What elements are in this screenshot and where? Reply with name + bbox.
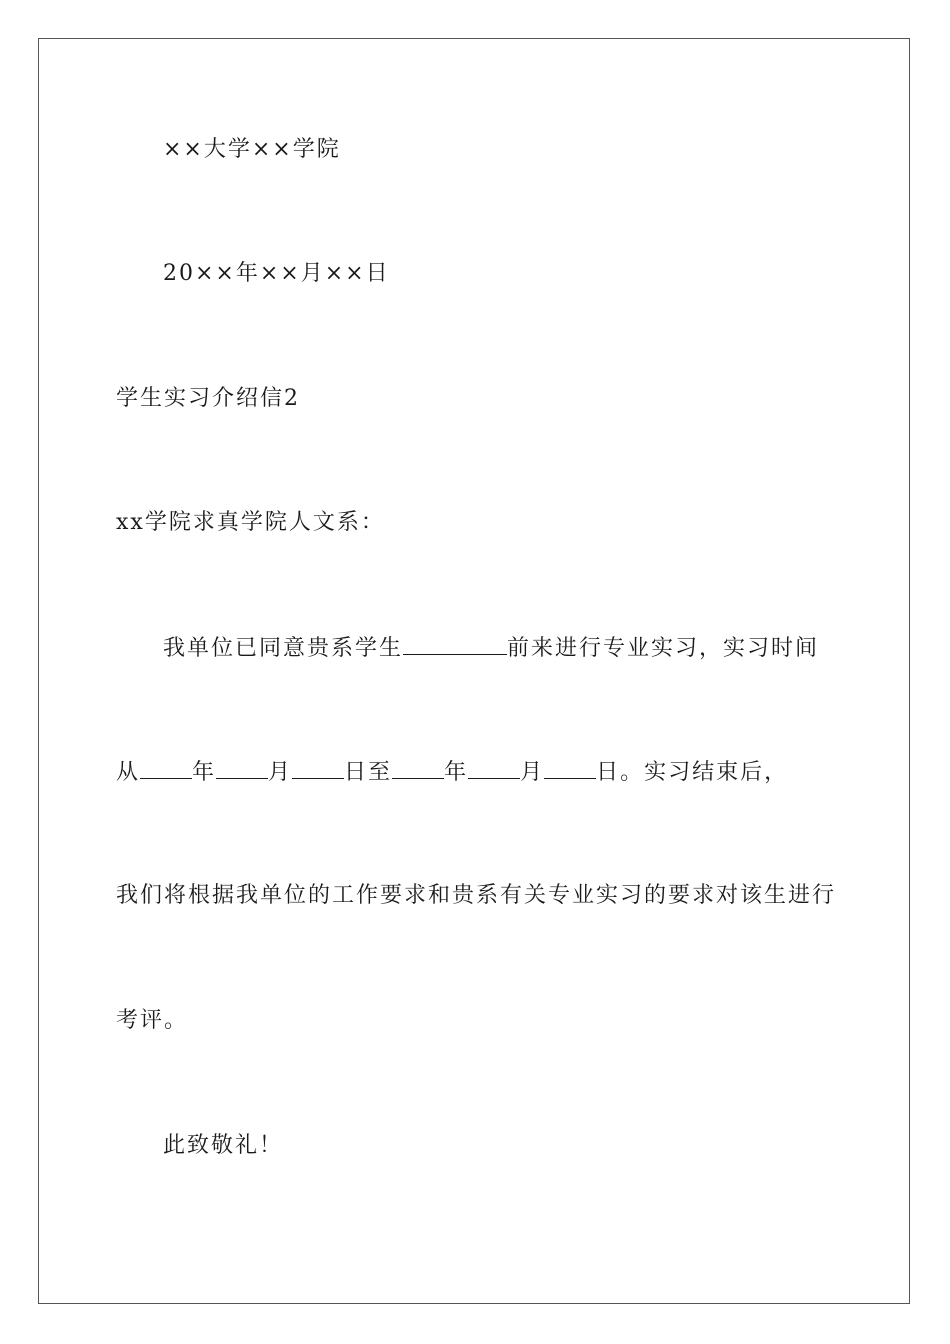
paragraph-2-year-2: 年 (444, 760, 469, 785)
letter-title: 学生实习介绍信2 (116, 386, 300, 411)
start-year-blank (140, 758, 192, 779)
start-month-blank (216, 758, 268, 779)
signature-institution: ××大学××学院 (163, 137, 341, 162)
signature-date: 20××年××月××日 (163, 261, 390, 286)
paragraph-2-day-2: 日。实习结束后， (596, 760, 789, 785)
paragraph-2 (116, 758, 788, 787)
paragraph-2-day-1: 日至 (344, 760, 393, 785)
end-month-blank (468, 758, 520, 779)
paragraph-1-text-b: 前来进行专业实习，实习时间 (507, 636, 820, 661)
paragraph-1 (163, 634, 819, 663)
letter-salutation: xx学院求真学院人文系： (116, 510, 385, 535)
closing-text: 此致敬礼！ (163, 1133, 284, 1158)
paragraph-1-text-a: 我单位已同意贵系学生 (163, 636, 404, 661)
paragraph-3: 我们将根据我单位的工作要求和贵系有关专业实习的要求对该生进行 (116, 883, 837, 908)
paragraph-4: 考评。 (116, 1008, 189, 1033)
paragraph-2-month-1: 月 (268, 760, 293, 785)
paragraph-2-year-1: 年 (192, 760, 217, 785)
start-day-blank (292, 758, 344, 779)
student-name-blank (403, 634, 507, 655)
paragraph-2-month-2: 月 (520, 760, 545, 785)
paragraph-2-from: 从 (116, 760, 141, 785)
page-frame (38, 38, 910, 1304)
end-year-blank (392, 758, 444, 779)
end-day-blank (544, 758, 596, 779)
